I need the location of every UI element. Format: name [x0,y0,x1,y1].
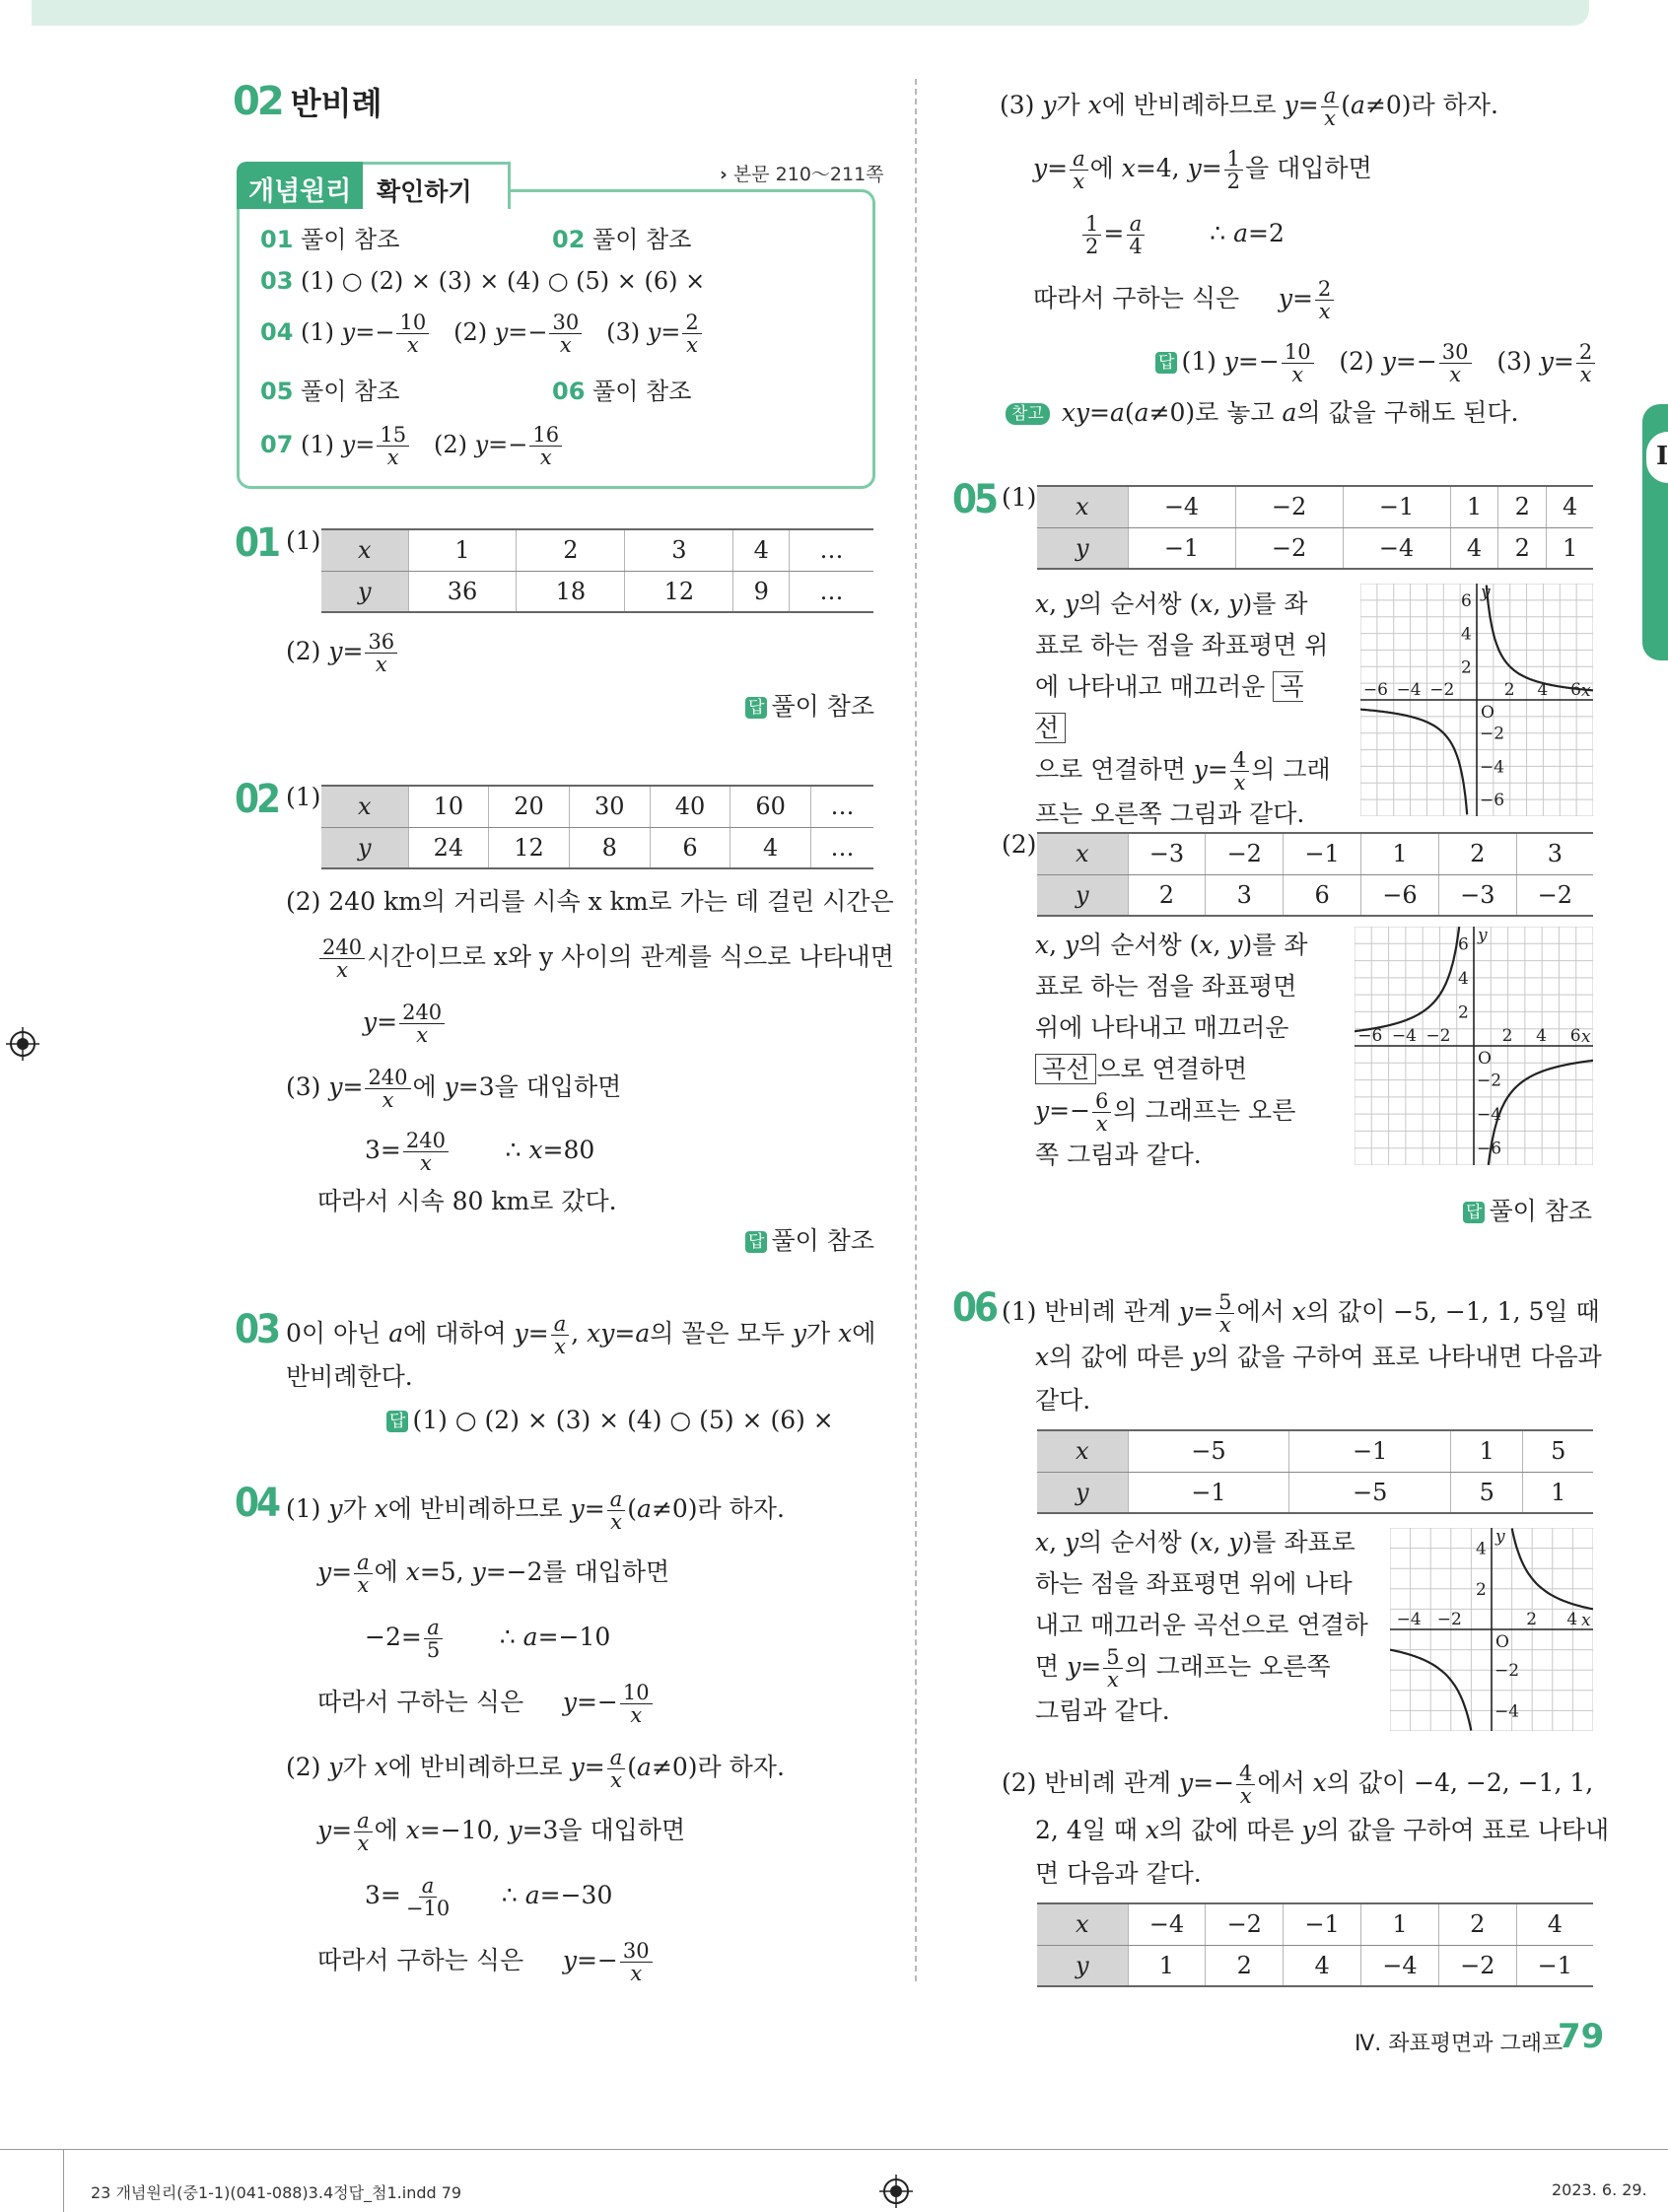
item-number: 02 [552,226,586,253]
concept-tag-left: 개념원리 [237,162,367,209]
q04-number: 04 [235,1481,279,1526]
y-tick-label: −4 [1477,1105,1502,1126]
table-cell: 6 [1284,874,1361,916]
table-row: x 1 2 3 4 … [321,529,873,571]
item-number: 05 [260,378,294,405]
table-cell: 1 [1361,833,1439,874]
concept-item-02 [552,225,691,254]
result-label: 따라서 구하는 식은 [1033,284,1240,312]
y-tick-label: −2 [1480,724,1505,744]
q06-part1-line3: 같다. [1035,1386,1091,1415]
table-cell: 3 [1206,874,1284,916]
table-cell: −4 [1128,486,1235,527]
x-tick-label: 2 [1501,1026,1513,1046]
q05-graph1 [1360,584,1593,816]
concept-item-03 [260,266,705,296]
table-cell: 20 [489,786,570,827]
table-cell: 40 [650,786,730,827]
hyperbola-curve [1360,710,1467,815]
chapter-side-tab [1642,404,1668,660]
table-row: y 24 12 8 6 4 … [321,827,873,868]
column-divider [915,79,917,1981]
result-label: 따라서 구하는 식은 [317,1688,524,1716]
concept-item-04: 04 (1) y=− $\frac{10}{x}$ (2) y=− $\frac{30}{x}$ (3) y= $\frac{2}{x}$ [260,311,704,356]
y-axis-label: y [1481,584,1491,602]
answer-text: 풀이 참조 [771,692,874,721]
table-cell: 1 [408,529,517,571]
table-cell: 2 [1438,833,1516,874]
x-tick-label: −4 [1391,1026,1417,1046]
x-tick-label: 2 [1526,1610,1538,1629]
table-cell: 60 [730,786,811,827]
table-cell: 2 [1128,874,1206,916]
y-tick-label: −4 [1480,757,1505,778]
table-cell: 4 [733,529,790,571]
table-row: x −5 −1 1 5 [1037,1430,1593,1472]
table-cell: −2 [1516,874,1593,916]
table-cell: 9 [733,571,790,612]
q02-part2-text: 240 km의 거리를 시속 x km로 가는 데 걸린 시간은 [328,887,894,916]
q04-part2: (2) y가 x에 반비례하므로 y= $\frac{a}{x}$ (a≠0)라 하자. [286,1746,785,1792]
q05-part2-label: (2) [1002,830,1037,859]
q04-part3-sub: y= $\frac{a}{x}$ 에 x=4, y= $\frac{1}{2}$ 을 대입하면 [1033,147,1372,193]
q02-part1-label: (1) [286,783,321,811]
table-cell: −1 [1289,1430,1451,1472]
table-row: x 10 20 30 40 60 … [321,786,873,827]
x-axis-label: x [1581,1027,1591,1047]
concept-tag-right: 확인하기 [363,162,511,209]
page-number: 79 [1558,2017,1605,2056]
q06-part2-line2: 2, 4일 때 x의 값에 따른 y의 값을 구하여 표로 나타내 [1035,1816,1610,1844]
q06-part2-line3: 면 다음과 같다. [1035,1859,1202,1888]
table-cell: 18 [517,571,625,612]
reference-text: 본문 210～211쪽 [732,164,884,185]
hyperbola-curve [1489,1061,1593,1165]
hyperbola-curve [1487,586,1593,691]
table-cell: −3 [1128,833,1206,874]
x-tick-label: −4 [1396,680,1422,700]
x-tick-label: 6 [1570,680,1581,700]
table-cell: 10 [408,786,489,827]
table-cell: −1 [1128,1472,1289,1513]
table-cell: … [811,827,873,868]
q02-substitution: 3= $\frac{240}{x}$ ∴ x=80 [365,1129,595,1175]
table-row: x −4 −2 −1 1 2 4 [1037,486,1593,527]
q05-part1-explanation: x, y의 순서쌍 (x, y)를 좌 표로 하는 점을 좌표평면 위 에 나타내고 매끄러운 곡선 으로 연결하면 y= $\frac{4}{x}$ 의 그래 프는 오른쪽 그림과 같다. [1035,589,1331,828]
q01-answer [745,692,874,722]
q06-number: 06 [952,1285,997,1331]
print-crop-line [63,2149,64,2212]
table-cell: 4 [1547,486,1593,527]
table-cell: 6 [650,827,730,868]
print-line [0,2149,1668,2150]
q04-answer: 답 (1) y=− $\frac{10}{x}$ (2) y=− $\frac{30}{x}$ (3) y= $\frac{2}{x}$ [1155,341,1597,385]
table-cell: −2 [1206,1903,1284,1945]
item-text: 풀이 참조 [301,226,400,253]
table-cell: 24 [408,827,489,868]
q05-part1-label: (1) [1002,483,1037,512]
table-cell: −1 [1284,1903,1361,1945]
q01-part2: (2) y= $\frac{36}{x}$ [286,631,399,675]
table-cell: … [811,786,873,827]
q06-table1 [1037,1429,1593,1514]
table-cell: −5 [1128,1430,1289,1472]
x-tick-label: 4 [1536,1026,1547,1046]
concept-item-06 [552,377,691,406]
q02-answer [745,1226,874,1256]
table-cell: −4 [1343,527,1450,569]
table-cell: 4 [1284,1945,1361,1986]
y-tick-label: −6 [1480,791,1505,811]
q05-answer [1463,1197,1592,1226]
y-tick-label: 4 [1476,1539,1487,1559]
table-cell: 12 [489,827,570,868]
q02-part3: (3) y= $\frac{240}{x}$ 에 y=3을 대입하면 [286,1066,622,1112]
q05-graph2 [1355,927,1593,1165]
table-cell: … [790,529,873,571]
q04-part2-calc: 3= $\frac{a}{-10}$ ∴ a=−30 [365,1874,613,1920]
concept-item-01 [260,225,399,254]
answer-text: 풀이 참조 [771,1226,874,1255]
table-cell: 1 [1451,1430,1523,1472]
x-tick-label: −6 [1362,680,1388,700]
textbook-reference: › 본문 210～211쪽 [720,164,884,185]
y-tick-label: −2 [1494,1661,1520,1682]
table-cell: 4 [730,827,811,868]
note-tag: 참고 [1006,403,1050,425]
section-number: 02 [233,79,282,124]
table-row: x −3 −2 −1 1 2 3 [1037,833,1593,874]
q01-number: 01 [235,520,279,566]
table-cell: … [790,571,873,612]
q06-part2-line1: (2) 반비례 관계 y=− $\frac{4}{x}$ 에서 x의 값이 −4, −2, −1, 1, [1002,1762,1594,1808]
answer-tag: 답 [1155,352,1177,374]
y-tick-label: 6 [1461,590,1472,611]
table-cell: 1 [1547,527,1593,569]
q03-number: 03 [235,1307,279,1352]
table-cell: −1 [1343,486,1450,527]
x-tick-label: −2 [1436,1610,1462,1629]
item-number: 06 [552,378,586,405]
y-tick-label: 2 [1476,1579,1487,1600]
item-number: 01 [260,226,294,253]
table-cell: 1 [1450,486,1498,527]
table-cell: −2 [1235,527,1343,569]
table-cell: −1 [1516,1945,1593,1986]
x-tick-label: −6 [1357,1026,1383,1046]
q02-conclusion: 따라서 시속 80 km로 갔다. [317,1187,617,1215]
table-cell: −6 [1361,874,1439,916]
y-tick-label: −4 [1494,1701,1520,1722]
q06-table2 [1037,1902,1593,1987]
q05-table1 [1037,485,1593,570]
q05-part2-explanation: x, y의 순서쌍 (x, y)를 좌 표로 하는 점을 좌표평면 위에 나타내고 매끄러운 곡선 으로 연결하면 y=− $\frac{6}{x}$ 의 그래프는 오른 쪽 그림과 같다. [1035,931,1308,1169]
item-number: 07 [260,431,294,458]
y-tick-label: −2 [1477,1071,1502,1091]
q04-part1-calc: −2= $\frac{a}{5}$ ∴ a=−10 [365,1616,611,1662]
origin-label: O [1481,703,1494,723]
q04-part1: (1) y가 x에 반비례하므로 y= $\frac{a}{x}$ (a≠0)라 하자. [286,1487,785,1534]
y-tick-label: 4 [1461,624,1472,645]
table-cell: −2 [1235,486,1343,527]
q03-text-line2: 반비례한다. [286,1362,413,1391]
section-title: 반비례 [290,85,382,122]
table-cell: −5 [1289,1472,1451,1513]
y-tick-label: 2 [1458,1002,1469,1023]
table-cell: −4 [1361,1945,1439,1986]
print-file-info: 23 개념원리(중1-1)(041-088)3.4정답_첨1.indd 79 [91,2183,462,2202]
answer-text: (1) ○ (2) × (3) × (4) ○ (5) × (6) × [412,1406,834,1434]
x-axis-label: x [1581,681,1591,701]
y-tick-label: 2 [1461,657,1472,678]
q06-graph1 [1390,1528,1593,1731]
table-row: y −1 −5 5 1 [1037,1472,1593,1513]
q04-part1-result: 따라서 구하는 식은 y=− $\frac{10}{x}$ [317,1682,655,1726]
table-cell: 1 [1361,1903,1439,1945]
x-tick-label: −4 [1396,1610,1422,1629]
x-tick-label: −2 [1425,1026,1451,1046]
item-text: 풀이 참조 [301,378,400,405]
x-tick-label: 4 [1537,680,1549,700]
q03-answer [386,1406,834,1435]
table-cell: 2 [1206,1945,1284,1986]
table-cell: 5 [1523,1430,1593,1472]
table-cell: 36 [408,571,517,612]
table-row: x −4 −2 −1 1 2 4 [1037,1903,1593,1945]
item-text: 풀이 참조 [592,226,692,253]
answer-tag: 답 [1463,1202,1485,1223]
q03-text-line1: 0이 아닌 a에 대하여 y= $\frac{a}{x}$ , xy=a의 꼴은 모두 y가 x에 [286,1312,876,1358]
table-row: y 36 18 12 9 … [321,571,873,612]
table-row: y 2 3 6 −6 −3 −2 [1037,874,1593,916]
table-cell: 1 [1523,1472,1593,1513]
q06-part1-explanation: x, y의 순서쌍 (x, y)를 좌표로 하는 점을 좌표평면 위에 나타 내고 매끄러운 곡선으로 연결하 면 y= $\frac{5}{x}$ 의 그래프는 오른쪽 그림과 같다. [1035,1528,1368,1725]
table-cell: 3 [1516,833,1593,874]
origin-label: O [1495,1632,1509,1652]
q02-part2-line2: $\frac{240}{x}$ 시간이므로 x와 y 사이의 관계를 식으로 나타내면 [317,936,894,981]
concept-item-07: 07 (1) y= $\frac{15}{x}$ (2) y=− $\frac{16}{x}$ [260,424,564,468]
table-cell: 4 [1450,527,1498,569]
answer-tag: 답 [745,1231,767,1253]
q05-number: 05 [952,477,997,522]
table-cell: 30 [569,786,650,827]
q02-number: 02 [235,777,279,822]
table-cell: 2 [1498,486,1547,527]
table-cell: −2 [1438,1945,1516,1986]
table-cell: 3 [625,529,733,571]
y-axis-label: y [1478,927,1488,945]
curve-word: 곡선 [1035,1054,1096,1084]
table-cell: −2 [1206,833,1284,874]
y-tick-label: 4 [1458,968,1469,989]
table-cell: 4 [1516,1903,1593,1945]
q04-part1-sub: y= $\frac{a}{x}$ 에 x=5, y=−2를 대입하면 [317,1551,670,1597]
q04-part3-calc: $\frac{1}{2}$ = $\frac{a}{4}$ ∴ a=2 [1080,213,1285,257]
q02-part2-text2: 시간이므로 x와 y 사이의 관계를 식으로 나타내면 [367,942,894,971]
q02-part2-line1: (2) 240 km의 거리를 시속 x km로 가는 데 걸린 시간은 [286,887,894,916]
x-tick-label: 2 [1503,680,1515,700]
q04-part2-sub: y= $\frac{a}{x}$ 에 x=−10, y=3을 대입하면 [317,1809,686,1855]
x-axis-label: x [1581,1611,1591,1630]
table-cell: 2 [1438,1903,1516,1945]
origin-label: O [1478,1049,1492,1069]
q02-formula: y= $\frac{240}{x}$ [363,1002,447,1046]
registration-mark-icon [6,1027,39,1061]
table-cell: 2 [517,529,625,571]
print-date: 2023. 6. 29. [1552,2180,1647,2199]
q01-part1-label: (1) [286,526,321,555]
answer-tag: 답 [386,1411,408,1432]
table-cell: 5 [1451,1472,1523,1513]
q04-note: 참고 xy=a(a≠0)로 놓고 a의 값을 구해도 된다. [1006,398,1518,428]
chapter-roman-label: I [1646,432,1668,483]
table-row: y −1 −2 −4 4 2 1 [1037,527,1593,569]
curve-word: 곡선 [1035,672,1304,742]
table-cell: −4 [1128,1903,1206,1945]
table-row: y 1 2 4 −4 −2 −1 [1037,1945,1593,1986]
hyperbola-curve [1355,927,1459,1031]
item-text: (1) ○ (2) × (3) × (4) ○ (5) × (6) × [301,267,706,295]
table-cell: 12 [625,571,733,612]
q02-table [321,785,873,869]
section-heading [233,79,382,124]
table-cell: −3 [1438,874,1516,916]
x-tick-label: 6 [1569,1026,1581,1046]
y-tick-label: −6 [1477,1139,1502,1159]
answer-tag: 답 [745,697,767,719]
q05-table2 [1037,832,1593,917]
table-cell: −1 [1284,833,1361,874]
chapter-footer: Ⅳ. 좌표평면과 그래프 [1355,2032,1564,2056]
table-cell: −1 [1128,527,1235,569]
table-cell: 2 [1498,527,1547,569]
q04-part3-result: 따라서 구하는 식은 y= $\frac{2}{x}$ [1033,278,1336,322]
item-number: 03 [260,267,294,295]
q04-part3: (3) y가 x에 반비례하므로 y= $\frac{a}{x}$ (a≠0)라 하자. [1000,84,1498,130]
q06-part1-line1: (1) 반비례 관계 y= $\frac{5}{x}$ 에서 x의 값이 −5, −1, 1, 5일 때 [1002,1290,1600,1337]
answer-text: 풀이 참조 [1489,1197,1592,1225]
table-cell: 1 [1128,1945,1206,1986]
concept-item-05 [260,377,399,406]
result-label: 따라서 구하는 식은 [317,1946,524,1974]
table-cell: 8 [569,827,650,868]
item-number: 04 [260,318,294,346]
q04-part2-result: 따라서 구하는 식은 y=− $\frac{30}{x}$ [317,1940,655,1984]
x-tick-label: −2 [1429,680,1455,700]
y-axis-label: y [1495,1528,1505,1547]
x-tick-label: 4 [1566,1610,1578,1629]
top-color-bar [32,0,1589,26]
registration-mark-bottom-icon [879,2175,913,2208]
item-text: 풀이 참조 [592,378,692,405]
q01-table [321,528,873,613]
y-tick-label: 6 [1458,934,1469,955]
q06-part1-line2: x의 값에 따른 y의 값을 구하여 표로 나타내면 다음과 [1035,1343,1602,1371]
